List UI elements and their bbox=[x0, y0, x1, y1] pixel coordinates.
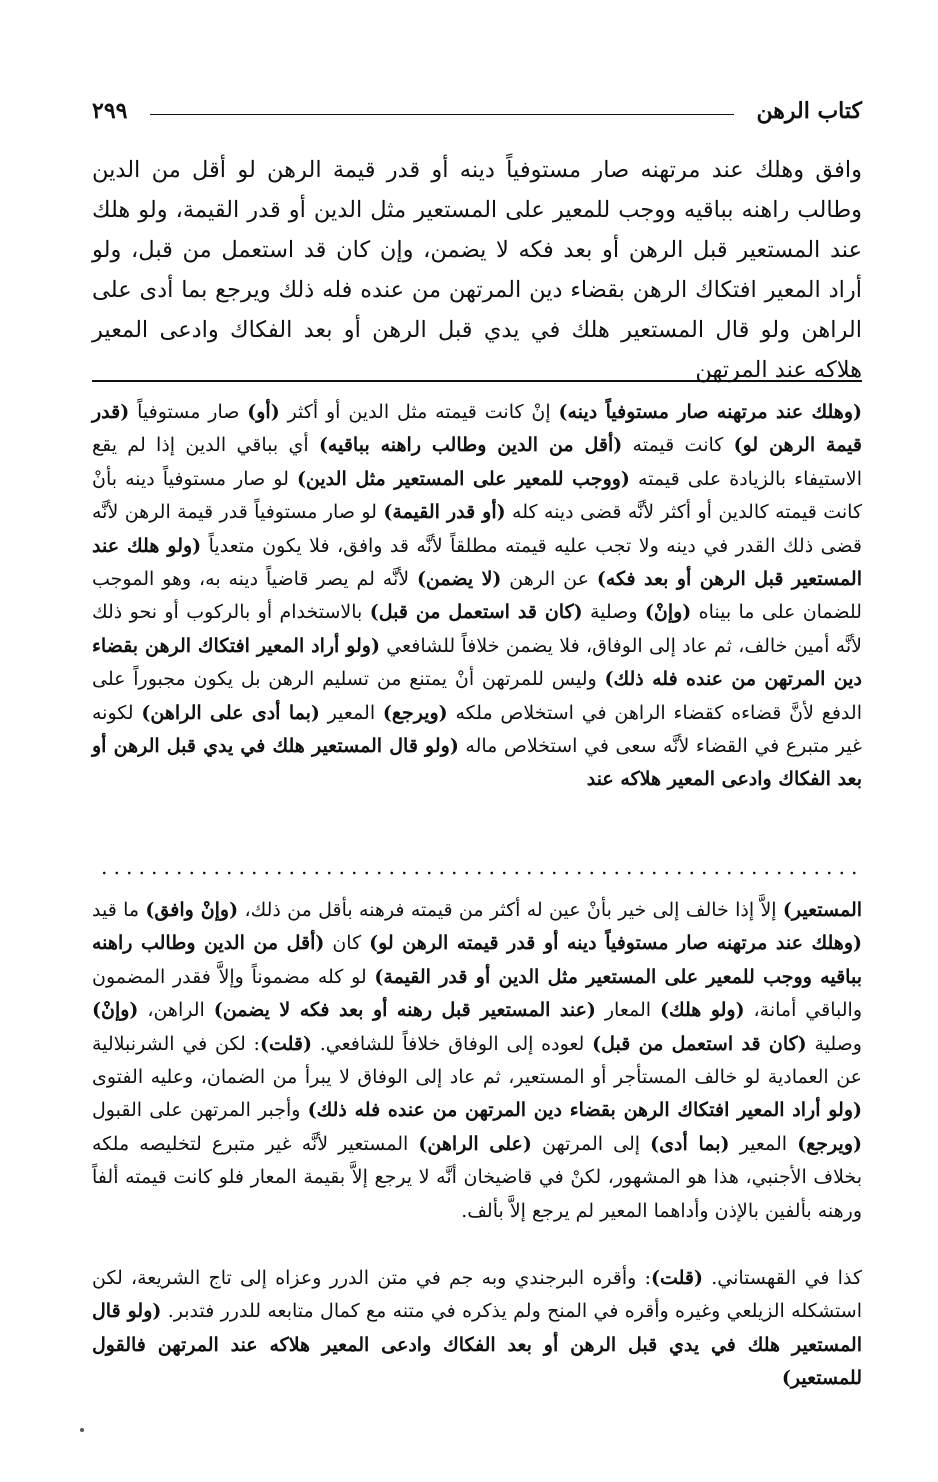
main-text-paragraph: وافق وهلك عند مرتهنه صار مستوفياً دينه أو قدر قيمة الرهن لو أقل من الدين وطالب راهنه بباقيه ووجب للمعير على المستعير مثل الدين أو قدر القيمة، ولو هلك عند المستعير قبل الرهن أو بعد فكه لا يضمن، وإن كان قد استعمل من قبل، ولو أراد المعير افتكاك الرهن بقضاء دين المرتهن من عنده فله ذلك ويرجع بما أدى على الراهن ولو قال المستعير هلك في يدي قبل الرهن أو بعد الفكاك وادعى المعير هلاكه عند المرتهن bbox=[92, 157, 862, 383]
header-rule bbox=[150, 114, 734, 115]
text-run: لكونه غير متبرع في القضاء لأنَّه سعى في استخلاص ماله bbox=[92, 701, 862, 758]
bold-run: (أقل من الدين وطالب راهنه بباقيه ووجب للمعير على المستعير مثل الدين أو قدر القيمة) bbox=[92, 932, 862, 988]
bold-run: المستعير) bbox=[782, 899, 863, 921]
bold-run: (بما أدى) bbox=[650, 1132, 730, 1155]
text-run: كان bbox=[324, 932, 370, 955]
text-run: لو صار مستوفياً قدر قيمة الرهن لأنَّه قضى ذلك القدر في دينه ولا تجب عليه قيمته مطلقاً لأنَّه قد وافق، فلا يكون متعدياً bbox=[92, 501, 863, 557]
bold-run: (على الراهن) bbox=[418, 1132, 532, 1155]
bold-run: (وهلك عند مرتهنه صار مستوفياً دينه أو قدر قيمته الرهن لو) bbox=[369, 932, 862, 955]
bold-run: (قلت) bbox=[650, 1267, 703, 1289]
bold-run: (كان قد استعمل من قبل) bbox=[369, 601, 583, 624]
text-run: المعير bbox=[319, 701, 383, 724]
text-run: صار مستوفياً bbox=[129, 401, 248, 423]
bold-run: (أو) bbox=[247, 401, 280, 423]
bold-run: (وإنْ) bbox=[644, 601, 692, 624]
commentary-block-3 bbox=[92, 1262, 862, 1396]
page-number: ٢٩٩ bbox=[92, 98, 128, 124]
text-run: لأنَّه لم يصر قاضياً دينه به، وهو الموجب للضمان على ما بيناه bbox=[92, 568, 862, 624]
text-run: بالاستخدام أو بالركوب أو نحو ذلك لأنَّه أمين خالف، ثم عاد إلى الوفاق، فلا يضمن خلافاً للشافعي bbox=[92, 601, 862, 657]
bold-run: (وإنْ) bbox=[92, 999, 139, 1022]
bold-run: (بما أدى على الراهن) bbox=[141, 701, 320, 724]
text-run: وأجبر المرتهن على القبول bbox=[92, 1099, 308, 1122]
text-run: : لكن في الشرنبلالية عن العمادية لو خالف المستأجر أو المستعير، ثم عاد إلى الوفاق لا يبرأ من الضمان، وعليه الفتوى bbox=[92, 1032, 862, 1089]
dotted-separator bbox=[98, 870, 858, 876]
text-run: المستعير لأنَّه غير متبرع لتخليصه ملكه بخلاف الأجنبي، هذا هو المشهور، لكنْ في قاضيخان أنَّه لا يرجع إلاَّ بقيمة المعار فلو كانت قيمته ألفاً ورهنه بألفين بالإذن وأداهما المعير لم يرجع إلاَّ بألف. bbox=[92, 1132, 862, 1222]
text-run: لو صار مستوفياً دينه بأنْ كانت قيمته كالدين أو أكثر لأنَّه قضى دينه كله bbox=[92, 467, 862, 524]
text-run: إنْ كانت قيمته مثل الدين أو أكثر bbox=[279, 401, 559, 423]
text-run: المعار bbox=[595, 999, 660, 1022]
text-run: الراهن، bbox=[138, 999, 214, 1022]
main-text-block bbox=[92, 150, 862, 390]
text-separator-line bbox=[92, 380, 862, 382]
text-run: ما قيد bbox=[92, 899, 146, 921]
page-speck bbox=[80, 1428, 84, 1432]
bold-run: (ولو هلك عند المستعير قبل الرهن أو بعد فكه) bbox=[92, 534, 862, 591]
bold-run: (ولو أراد المعير افتكاك الرهن بقضاء دين المرتهن من عنده فله ذلك) bbox=[307, 1099, 862, 1122]
bold-run: (ويرجع) bbox=[382, 701, 448, 724]
bold-run: (ولو قال المستعير هلك في يدي قبل الرهن أو بعد الفكاك وادعى المعير هلاكه عند bbox=[92, 735, 862, 791]
text-run: وليس للمرتهن أنْ يمتنع من تسليم الرهن بل يكون مجبوراً على الدفع لأنَّ قضاءه كقضاء الراهن في استخلاص ملكه bbox=[92, 668, 862, 724]
text-run: كذا في القهستاني. bbox=[703, 1267, 862, 1289]
bold-run: (ولو قال المستعير هلك في يدي قبل الرهن أو بعد الفكاك وادعى المعير هلاكه عند المرتهن فالقول للمستعير) bbox=[92, 1300, 862, 1390]
bold-run: (قلت) bbox=[259, 1032, 312, 1055]
commentary-paragraph bbox=[92, 396, 862, 797]
text-run: وصلية bbox=[582, 601, 645, 624]
bold-run: (أقل من الدين وطالب راهنه بباقيه) bbox=[318, 434, 623, 457]
commentary-paragraph bbox=[92, 1262, 862, 1396]
bold-run: (ويرجع) bbox=[797, 1132, 862, 1155]
bold-run: (ولو أراد المعير افتكاك الرهن بقضاء دين المرتهن من عنده فله ذلك) bbox=[92, 634, 862, 691]
text-run: لعوده إلى الوفاق خلافاً للشافعي. bbox=[311, 1032, 593, 1055]
bold-run: (لا يضمن) bbox=[416, 568, 502, 591]
chapter-title: كتاب الرهن bbox=[756, 98, 862, 124]
bold-run: (وهلك عند مرتهنه صار مستوفياً دينه) bbox=[558, 401, 862, 423]
text-run: إلى المرتهن bbox=[531, 1132, 651, 1155]
bold-run: (وإنْ وافق) bbox=[145, 899, 239, 921]
text-run: لو كله مضموناً وإلاَّ فقدر المضمون والباقي أمانة، bbox=[92, 965, 862, 1022]
text-run: : وأقره البرجندي وبه جم في متن الدرر وعزاه إلى تاج الشريعة، لكن استشكله الزيلعي وغيره وأقره في المنح ولم يذكره في متنه مع كمال متابعه للدرر فتدبر. bbox=[92, 1267, 862, 1323]
bold-run: (ووجب للمعير على المستعير مثل الدين) bbox=[296, 467, 630, 490]
bold-run: (أو قدر القيمة) bbox=[383, 501, 506, 524]
text-run: وصلية bbox=[806, 1032, 862, 1055]
text-run: عن الرهن bbox=[501, 568, 597, 591]
text-run: كانت قيمته bbox=[622, 434, 734, 457]
bold-run: (عند المستعير قبل رهنه أو بعد فكه لا يضمن) bbox=[213, 999, 596, 1022]
commentary-block-2 bbox=[92, 894, 862, 1228]
text-run: إلاَّ إذا خالف إلى خير بأنْ عين له أكثر من قيمته فرهنه بأقل من ذلك، bbox=[238, 899, 783, 921]
bold-run: (قدر قيمة الرهن لو) bbox=[92, 401, 862, 457]
text-run: المعير bbox=[729, 1132, 798, 1155]
commentary-block-1 bbox=[92, 396, 862, 797]
running-header bbox=[92, 90, 862, 130]
bold-run: (ولو هلك) bbox=[660, 999, 745, 1022]
text-run: أي بباقي الدين إذا لم يقع الاستيفاء بالزيادة على قيمته bbox=[92, 434, 862, 490]
bold-run: (كان قد استعمل من قبل) bbox=[592, 1032, 807, 1055]
commentary-paragraph bbox=[92, 894, 862, 1228]
